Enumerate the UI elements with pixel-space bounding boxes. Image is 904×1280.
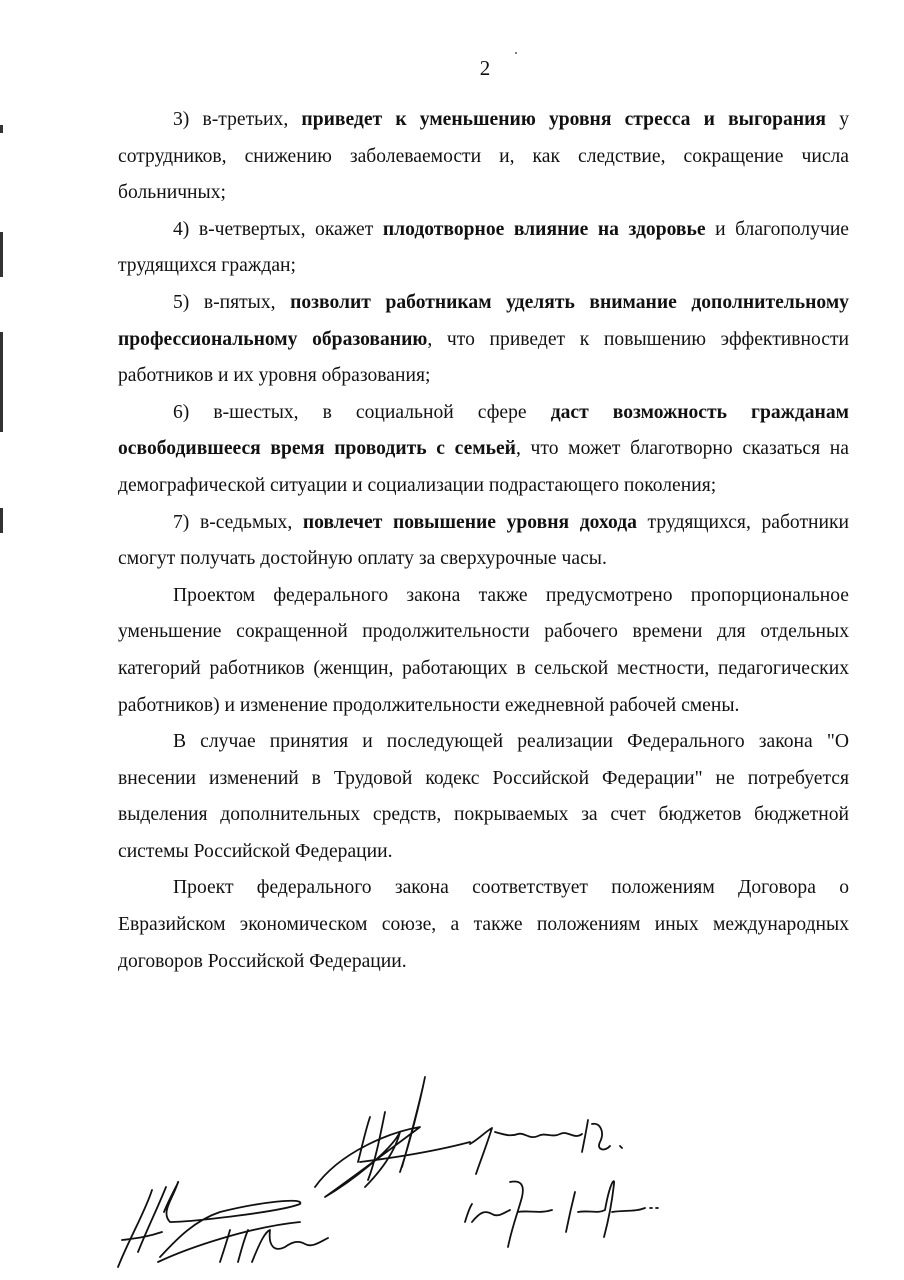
scan-edge-mark (0, 232, 3, 277)
scan-edge-mark (0, 125, 3, 133)
paragraph-item-7 (118, 505, 849, 578)
paragraph-item-4 (118, 212, 849, 285)
paragraph-compliance (118, 870, 849, 980)
bold-text-run: приведет к уменьшению уровня стресса и выгорания (301, 109, 827, 130)
bold-text-run: плодотворное влияние на здоровье (382, 218, 706, 240)
signature-right (465, 1120, 658, 1247)
scan-edge-mark (0, 508, 3, 533)
bold-text-run: повлечет повышение уровня дохода (302, 511, 637, 533)
text-run: Проект федерального закона соответствует положениям Договора о Евразийском экономическом союзе, а также положениям иных международных договоров Российской Федерации. (118, 877, 849, 972)
text-run: 4) в-четвертых, окажет (173, 218, 383, 240)
text-run: , что приведет к повышению эффективности работников и их уровня образования; (118, 328, 850, 387)
text-run: трудящихся, работники смогут получать достойную оплату за сверхурочные часы. (118, 511, 849, 570)
text-run: , что может благотворно сказаться на демографической ситуации и социализации подрастающего поколения; (118, 438, 849, 496)
bold-text-run: даст возможность гражданам освободившееся время проводить с семьей (118, 401, 849, 460)
page-number: 2 (479, 56, 491, 80)
scan-edge-mark (0, 332, 3, 432)
paragraph-reduction (118, 578, 849, 724)
text-run: и благополучие трудящихся граждан; (118, 218, 850, 277)
text-run: Проектом федерального закона также предусмотрено пропорциональное уменьшение сокращенной продолжительности рабочего времени для отдельных категорий работников (женщин, работающих в сельской местности, педагогических работников) и изменение продолжительности ежедневной рабочей смены. (118, 584, 849, 716)
signatures (100, 1062, 860, 1277)
text-run: 6) в-шестых, в социальной сфере (173, 401, 551, 423)
scan-speck (515, 52, 517, 54)
paragraph-item-3 (118, 102, 849, 212)
document-body (118, 102, 849, 980)
paragraph-funding (118, 724, 849, 870)
text-run: у сотрудников, снижению заболеваемости и, как следствие, сокращение числа больничных; (118, 109, 849, 204)
bold-text-run: позволит работникам уделять внимание дополнительному профессиональному образованию (118, 291, 849, 350)
signature-center (315, 1077, 470, 1197)
text-run: 5) в-пятых, (173, 291, 291, 313)
text-run: 7) в-седьмых, (173, 511, 303, 533)
paragraph-item-6 (118, 395, 849, 505)
text-run: В случае принятия и последующей реализации Федерального закона "О внесении изменений в Трудовой кодекс Российской Федерации" не потребуется выделения дополнительных средств, покрываемых за счет бюджетов бюджетной системы Российской Федерации. (118, 731, 849, 862)
signature-left (118, 1182, 328, 1267)
text-run: 3) в-третьих, (173, 109, 302, 130)
paragraph-item-5 (118, 285, 849, 395)
